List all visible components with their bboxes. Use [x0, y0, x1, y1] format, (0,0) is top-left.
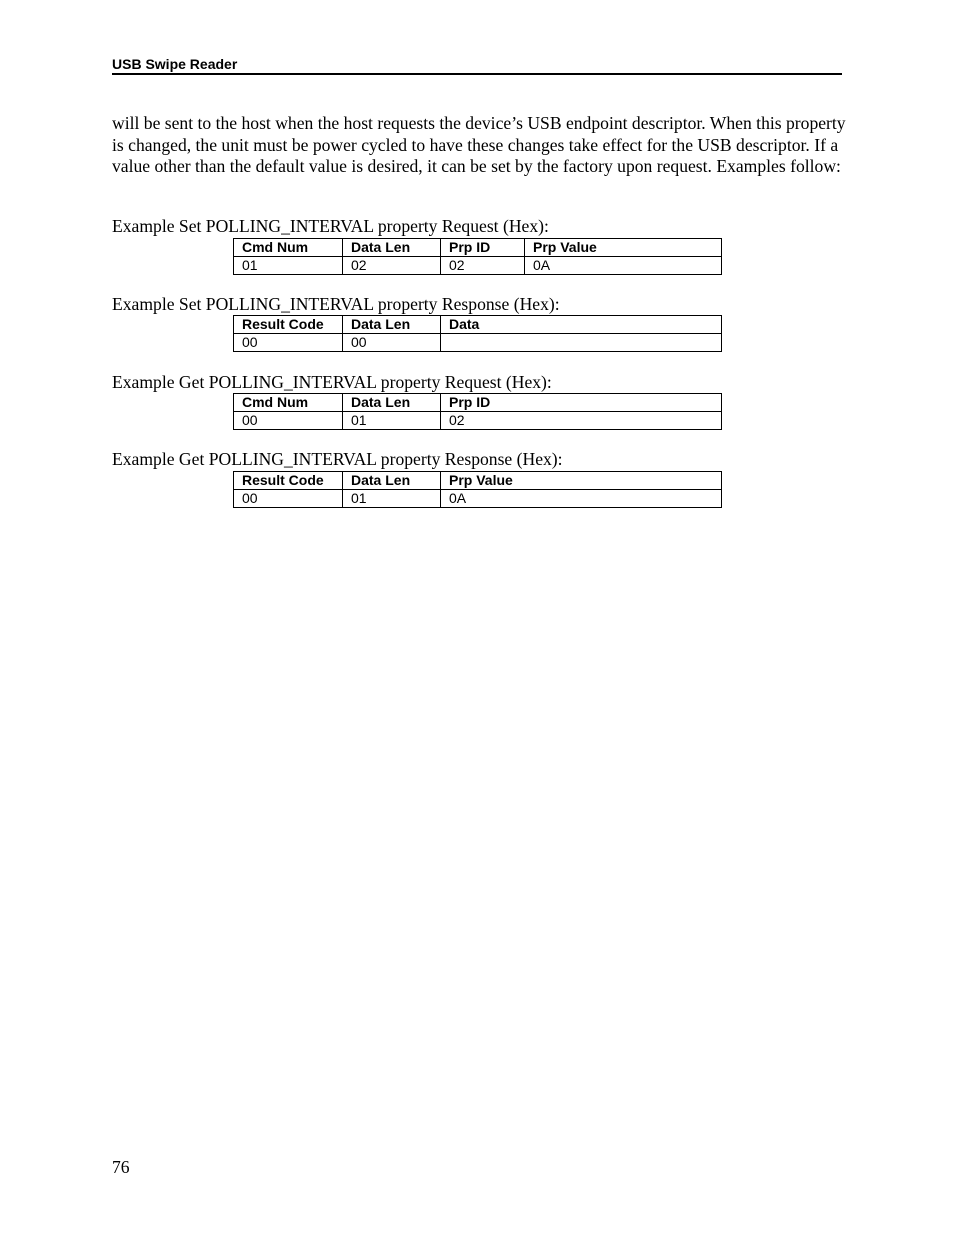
example-get-response-table	[233, 471, 722, 508]
table-header-cell: Result Code	[234, 472, 343, 490]
table-header-cell: Data Len	[343, 472, 441, 490]
table-cell: 02	[441, 412, 722, 430]
page-number: 76	[112, 1157, 130, 1177]
table-header-cell: Cmd Num	[234, 239, 343, 257]
table-header-row	[234, 239, 722, 257]
example-set-request-caption: Example Set POLLING_INTERVAL property Request (Hex):	[112, 216, 549, 236]
example-get-request-table	[233, 393, 722, 430]
table-header-row	[234, 316, 722, 334]
table-cell: 01	[343, 412, 441, 430]
table-header-cell: Cmd Num	[234, 394, 343, 412]
example-get-response-caption: Example Get POLLING_INTERVAL property Response (Hex):	[112, 449, 563, 469]
table-header-row	[234, 394, 722, 412]
example-set-response-table	[233, 315, 722, 352]
table-row	[234, 257, 722, 275]
table-header-cell: Result Code	[234, 316, 343, 334]
table-cell: 02	[441, 257, 525, 275]
example-set-request-table	[233, 238, 722, 275]
table-cell: 00	[343, 334, 441, 352]
table-header-cell: Prp Value	[525, 239, 722, 257]
table-header-cell: Data	[441, 316, 722, 334]
table-header-row	[234, 472, 722, 490]
table-header-cell: Data Len	[343, 316, 441, 334]
table-header-cell: Data Len	[343, 394, 441, 412]
table-row	[234, 412, 722, 430]
table-header-cell: Data Len	[343, 239, 441, 257]
table-cell: 00	[234, 490, 343, 508]
header-title: USB Swipe Reader	[112, 56, 238, 72]
table-cell	[441, 334, 722, 352]
page-header	[112, 56, 842, 75]
table-cell: 0A	[441, 490, 722, 508]
example-set-response-caption: Example Set POLLING_INTERVAL property Response (Hex):	[112, 294, 560, 314]
table-row	[234, 334, 722, 352]
table-row	[234, 490, 722, 508]
table-cell: 01	[234, 257, 343, 275]
table-header-cell: Prp ID	[441, 394, 722, 412]
table-header-cell: Prp Value	[441, 472, 722, 490]
table-cell: 00	[234, 334, 343, 352]
table-cell: 0A	[525, 257, 722, 275]
table-cell: 02	[343, 257, 441, 275]
intro-paragraph: will be sent to the host when the host requests the device’s USB endpoint descriptor. When this property is changed, the unit must be power cycled to have these changes take effect for the USB descriptor. If a value other than the default value is desired, it can be set by the factory upon request. Examples follow:	[112, 113, 846, 176]
example-get-request-caption: Example Get POLLING_INTERVAL property Request (Hex):	[112, 372, 552, 392]
table-header-cell: Prp ID	[441, 239, 525, 257]
table-cell: 00	[234, 412, 343, 430]
table-cell: 01	[343, 490, 441, 508]
